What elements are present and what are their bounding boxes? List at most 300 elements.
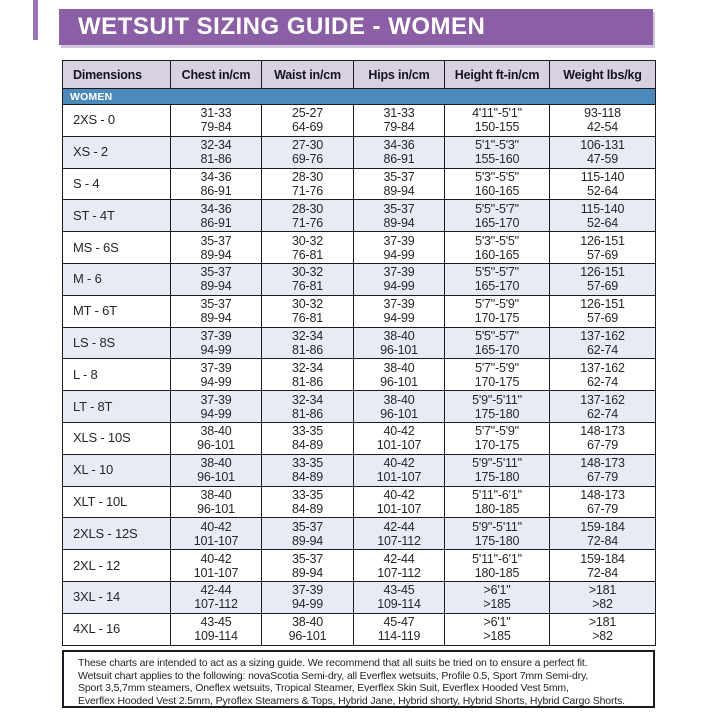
hips-cell [354,136,445,168]
weight-value-line: 159-184 [580,519,625,534]
waist-value-line: 33-35 [292,424,323,439]
weight-value-line: >181 [588,583,617,598]
hips-value-line: 86-91 [383,152,415,167]
hips-cell [354,518,445,550]
chest-value-line: 81-86 [200,152,232,167]
height-value-line: 170-175 [474,311,520,326]
weight-value-line: 57-69 [587,311,618,326]
chest-value-line: 38-40 [200,456,232,471]
chest-cell [171,581,262,613]
height-value-line: 165-170 [474,342,520,357]
weight-value-line: 126-151 [580,233,625,248]
hips-value-line: 40-42 [383,424,415,439]
size-cell: 2XS - 0 [63,105,171,137]
waist-cell [262,359,354,391]
table-row [63,232,656,264]
weight-value-line: 62-74 [587,406,618,421]
footer-line: Sport 3,5,7mm steamers, Oneflex wetsuits, Tropical Steamer, Everflex Skin Suit, Everflex Hooded Vest 5mm, [78,682,569,695]
weight-value-line: >82 [592,629,613,644]
height-value-line: 170-175 [474,438,520,453]
hips-value-line: 94-99 [383,311,415,326]
size-cell: S - 4 [63,168,171,200]
size-cell: L - 8 [63,359,171,391]
column-header-height: Height ft-in/cm [445,61,550,89]
waist-cell [262,168,354,200]
height-cell [445,422,550,454]
hips-value-line: 109-114 [377,597,421,612]
height-value-line: 150-155 [474,120,520,135]
hips-cell [354,422,445,454]
hips-cell [354,550,445,582]
height-value-line: 170-175 [474,374,520,389]
height-cell [445,359,550,391]
height-cell [445,518,550,550]
chest-value-line: 96-101 [197,470,235,485]
weight-value-line: 148-173 [580,487,625,502]
waist-value-line: 33-35 [292,487,323,502]
hips-value-line: 107-112 [377,565,421,580]
chest-cell [171,454,262,486]
height-value-line: 5'7"-5'9" [475,297,519,312]
weight-cell [550,454,656,486]
chest-value-line: 89-94 [200,247,232,262]
table-row [63,327,656,359]
waist-cell [262,200,354,232]
waist-value-line: 71-76 [292,215,323,230]
waist-value-line: 38-40 [292,615,323,630]
height-cell [445,454,550,486]
height-value-line: 175-180 [474,406,520,421]
height-cell [445,486,550,518]
weight-value-line: 52-64 [587,215,618,230]
chest-cell [171,295,262,327]
waist-cell [262,422,354,454]
chest-value-line: 38-40 [200,424,232,439]
height-value-line: >6'1" [483,583,511,598]
chest-value-line: 37-39 [200,392,232,407]
size-cell: XLS - 10S [63,422,171,454]
height-value-line: 5'11"-6'1" [472,551,522,566]
chest-value-line: 101-107 [193,565,239,580]
weight-value-line: 115-140 [580,169,625,184]
chest-value-line: 89-94 [200,311,232,326]
weight-value-line: 126-151 [580,265,625,280]
table-row [63,454,656,486]
footer-line: These charts are intended to act as a sizing guide. We recommend that all suits be tried on to ensure a perfect fit. [78,657,588,669]
chest-value-line: 35-37 [200,265,232,280]
size-cell: 4XL - 16 [63,613,171,645]
size-cell: MT - 6T [63,295,171,327]
weight-value-line: 52-64 [587,183,618,198]
hips-value-line: 42-44 [383,519,415,534]
weight-cell [550,422,656,454]
waist-value-line: 28-30 [292,169,323,184]
height-value-line: 5'11"-6'1" [472,487,522,502]
weight-value-line: 126-151 [580,297,625,312]
hips-value-line: 40-42 [383,487,415,502]
height-value-line: 155-160 [474,152,520,167]
weight-cell [550,295,656,327]
page-title: WETSUIT SIZING GUIDE - WOMEN [78,13,486,40]
waist-value-line: 81-86 [292,342,323,357]
hips-cell [354,200,445,232]
chest-value-line: 37-39 [200,328,232,343]
weight-value-line: 137-162 [580,360,625,375]
waist-value-line: 32-34 [292,360,323,375]
column-header-waist: Waist in/cm [262,61,354,89]
waist-cell [262,581,354,613]
waist-value-line: 81-86 [292,406,323,421]
waist-value-line: 76-81 [292,247,323,262]
hips-value-line: 94-99 [383,247,415,262]
chest-value-line: 35-37 [200,233,232,248]
waist-cell [262,263,354,295]
column-header-weight: Weight lbs/kg [550,61,656,89]
height-value-line: 5'1"-5'3" [475,138,519,153]
weight-value-line: 57-69 [587,279,618,294]
height-cell [445,295,550,327]
table-row [63,422,656,454]
size-cell: XLT - 10L [63,486,171,518]
section-row [63,89,656,105]
chest-cell [171,327,262,359]
hips-cell [354,454,445,486]
waist-value-line: 32-34 [292,328,323,343]
waist-cell [262,518,354,550]
waist-value-line: 30-32 [292,265,323,280]
hips-value-line: 101-107 [376,501,422,516]
height-value-line: >6'1" [483,615,511,630]
weight-cell [550,168,656,200]
height-value-line: 5'5"-5'7" [475,265,519,280]
chest-value-line: 94-99 [200,374,232,389]
footer-note [62,650,655,708]
chest-value-line: 35-37 [200,297,232,312]
size-cell: XS - 2 [63,136,171,168]
table-row [63,136,656,168]
weight-value-line: 137-162 [580,328,625,343]
waist-cell [262,454,354,486]
chest-value-line: 38-40 [200,487,232,502]
weight-value-line: 148-173 [580,424,625,439]
waist-cell [262,136,354,168]
waist-value-line: 33-35 [292,456,323,471]
weight-value-line: 72-84 [587,533,618,548]
table-row [63,391,656,423]
column-header-dimensions: Dimensions [63,61,171,89]
hips-value-line: 96-101 [380,374,418,389]
corner-accent-bar [33,0,38,40]
hips-value-line: 40-42 [383,456,415,471]
weight-value-line: 62-74 [587,374,618,389]
weight-cell [550,359,656,391]
height-cell [445,613,550,645]
hips-value-line: 89-94 [383,215,415,230]
chest-value-line: 107-112 [194,597,238,612]
chest-cell [171,200,262,232]
table-row [63,550,656,582]
chest-value-line: 32-34 [200,138,232,153]
hips-cell [354,295,445,327]
hips-cell [354,581,445,613]
waist-cell [262,105,354,137]
height-value-line: 180-185 [474,501,520,516]
waist-cell [262,295,354,327]
height-value-line: 5'9"-5'11" [472,519,522,534]
hips-cell [354,232,445,264]
chest-value-line: 96-101 [197,438,235,453]
table-row [63,263,656,295]
height-value-line: 165-170 [474,279,520,294]
weight-value-line: 62-74 [587,342,618,357]
hips-value-line: 94-99 [383,279,415,294]
table-row [63,200,656,232]
column-header-hips: Hips in/cm [354,61,445,89]
waist-value-line: 64-69 [292,120,323,135]
hips-value-line: 114-119 [377,629,421,644]
height-value-line: 5'9"-5'11" [472,456,522,471]
chest-cell [171,263,262,295]
table-row [63,613,656,645]
height-cell [445,581,550,613]
hips-cell [354,486,445,518]
weight-value-line: 72-84 [587,565,618,580]
weight-value-line: 67-79 [587,438,618,453]
height-cell [445,105,550,137]
hips-value-line: 38-40 [383,360,415,375]
size-cell: M - 6 [63,263,171,295]
chest-value-line: 40-42 [200,519,232,534]
waist-value-line: 69-76 [292,152,323,167]
waist-cell [262,391,354,423]
weight-value-line: 57-69 [587,247,618,262]
height-value-line: 160-165 [474,247,520,262]
height-cell [445,263,550,295]
waist-value-line: 71-76 [292,183,323,198]
weight-cell [550,518,656,550]
weight-value-line: 148-173 [580,456,625,471]
weight-value-line: 159-184 [580,551,625,566]
footer-line: Everflex Hooded Vest 2.5mm, Pyroflex Steamers & Tops, Hybrid Jane, Hybrid shorty, Hybrid Shorts, Hybrid Cargo Shorts. [78,694,625,707]
size-cell: 2XLS - 12S [63,518,171,550]
hips-value-line: 79-84 [383,120,415,135]
size-cell: MS - 6S [63,232,171,264]
weight-cell [550,613,656,645]
waist-value-line: 94-99 [292,597,323,612]
hips-cell [354,168,445,200]
height-value-line: >185 [483,629,511,644]
title-bar [59,9,653,45]
weight-value-line: 47-59 [587,152,618,167]
waist-value-line: 37-39 [292,583,323,598]
height-cell [445,136,550,168]
weight-value-line: 137-162 [580,392,625,407]
table-row [63,168,656,200]
waist-value-line: 89-94 [292,565,323,580]
chest-value-line: 86-91 [200,215,232,230]
chest-cell [171,136,262,168]
weight-cell [550,200,656,232]
chest-cell [171,168,262,200]
hips-value-line: 101-107 [376,438,422,453]
chest-cell [171,422,262,454]
hips-value-line: 43-45 [383,583,415,598]
chest-value-line: 79-84 [200,120,232,135]
size-cell: LS - 8S [63,327,171,359]
waist-value-line: 84-89 [292,438,323,453]
height-value-line: 5'3"-5'5" [475,169,519,184]
weight-value-line: >181 [588,615,617,630]
hips-value-line: 101-107 [376,470,422,485]
hips-cell [354,613,445,645]
waist-value-line: 28-30 [292,201,323,216]
hips-value-line: 96-101 [380,406,418,421]
waist-value-line: 35-37 [292,551,323,566]
column-header-chest: Chest in/cm [171,61,262,89]
hips-value-line: 45-47 [383,615,415,630]
height-value-line: 160-165 [474,183,520,198]
chest-cell [171,613,262,645]
hips-value-line: 42-44 [383,551,415,566]
chest-value-line: 96-101 [197,501,235,516]
weight-value-line: 67-79 [587,470,618,485]
waist-value-line: 84-89 [292,470,323,485]
waist-value-line: 25-27 [292,106,323,121]
chest-cell [171,550,262,582]
hips-value-line: 34-36 [383,138,415,153]
waist-cell [262,486,354,518]
table-row [63,359,656,391]
size-cell: XL - 10 [63,454,171,486]
waist-value-line: 84-89 [292,501,323,516]
hips-value-line: 37-39 [383,297,415,312]
chest-cell [171,232,262,264]
height-value-line: 5'9"-5'11" [472,392,522,407]
height-cell [445,232,550,264]
height-value-line: 4'11"-5'1" [472,106,522,121]
weight-cell [550,550,656,582]
weight-cell [550,327,656,359]
hips-cell [354,263,445,295]
chest-value-line: 94-99 [200,406,232,421]
size-cell: 3XL - 14 [63,581,171,613]
table-body [63,105,656,646]
waist-value-line: 96-101 [288,629,327,644]
chest-value-line: 42-44 [200,583,232,598]
waist-cell [262,327,354,359]
chest-value-line: 37-39 [200,360,232,375]
hips-cell [354,359,445,391]
chest-cell [171,391,262,423]
height-value-line: 175-180 [474,533,520,548]
hips-value-line: 107-112 [377,533,421,548]
table-row [63,105,656,137]
height-value-line: 5'5"-5'7" [475,201,519,216]
height-cell [445,327,550,359]
weight-cell [550,232,656,264]
waist-value-line: 89-94 [292,533,323,548]
waist-value-line: 27-30 [292,138,323,153]
table-row [63,486,656,518]
hips-value-line: 31-33 [383,106,415,121]
chest-cell [171,518,262,550]
hips-value-line: 35-37 [383,201,415,216]
weight-value-line: 42-54 [587,120,618,135]
weight-cell [550,263,656,295]
weight-cell [550,486,656,518]
weight-value-line: 93-118 [584,106,621,121]
height-value-line: 180-185 [474,565,520,580]
height-cell [445,391,550,423]
waist-value-line: 35-37 [292,519,323,534]
weight-cell [550,105,656,137]
hips-value-line: 38-40 [383,392,415,407]
sizing-table [62,60,656,646]
hips-value-line: 35-37 [383,169,415,184]
table-header-row [63,61,656,89]
waist-value-line: 76-81 [292,279,323,294]
chest-value-line: 94-99 [200,342,232,357]
height-cell [445,168,550,200]
waist-value-line: 30-32 [292,233,323,248]
footer-line: Wetsuit chart applies to the following: novaScotia Semi-dry, all Everflex wetsuits, Profile 0.5, Sport 7mm Semi-dry, [78,669,589,682]
hips-value-line: 89-94 [383,183,415,198]
weight-value-line: 67-79 [587,501,618,516]
chest-value-line: 109-114 [194,629,238,644]
waist-value-line: 76-81 [292,311,323,326]
height-value-line: 5'7"-5'9" [475,424,519,439]
height-value-line: 5'5"-5'7" [475,328,519,343]
height-value-line: 175-180 [474,470,520,485]
hips-cell [354,391,445,423]
chest-cell [171,105,262,137]
waist-cell [262,232,354,264]
weight-cell [550,391,656,423]
size-cell: LT - 8T [63,391,171,423]
height-value-line: 165-170 [474,215,520,230]
waist-cell [262,550,354,582]
chest-value-line: 89-94 [200,279,232,294]
table-row [63,295,656,327]
weight-cell [550,136,656,168]
waist-value-line: 32-34 [292,392,323,407]
weight-value-line: 115-140 [580,201,625,216]
weight-value-line: 106-131 [580,138,625,153]
waist-cell [262,613,354,645]
height-value-line: >185 [483,597,511,612]
waist-value-line: 30-32 [292,297,323,312]
height-value-line: 5'7"-5'9" [475,360,519,375]
table-row [63,581,656,613]
hips-value-line: 96-101 [380,342,418,357]
height-cell [445,200,550,232]
hips-value-line: 37-39 [383,233,415,248]
chest-value-line: 31-33 [200,106,232,121]
height-value-line: 5'3"-5'5" [475,233,519,248]
hips-value-line: 38-40 [383,328,415,343]
chest-value-line: 40-42 [200,551,232,566]
section-label: WOMEN [63,89,656,105]
hips-cell [354,327,445,359]
chest-cell [171,359,262,391]
size-cell: 2XL - 12 [63,550,171,582]
table-row [63,518,656,550]
weight-value-line: >82 [592,597,613,612]
size-cell: ST - 4T [63,200,171,232]
chest-value-line: 101-107 [193,533,239,548]
chest-cell [171,486,262,518]
chest-value-line: 86-91 [200,183,232,198]
